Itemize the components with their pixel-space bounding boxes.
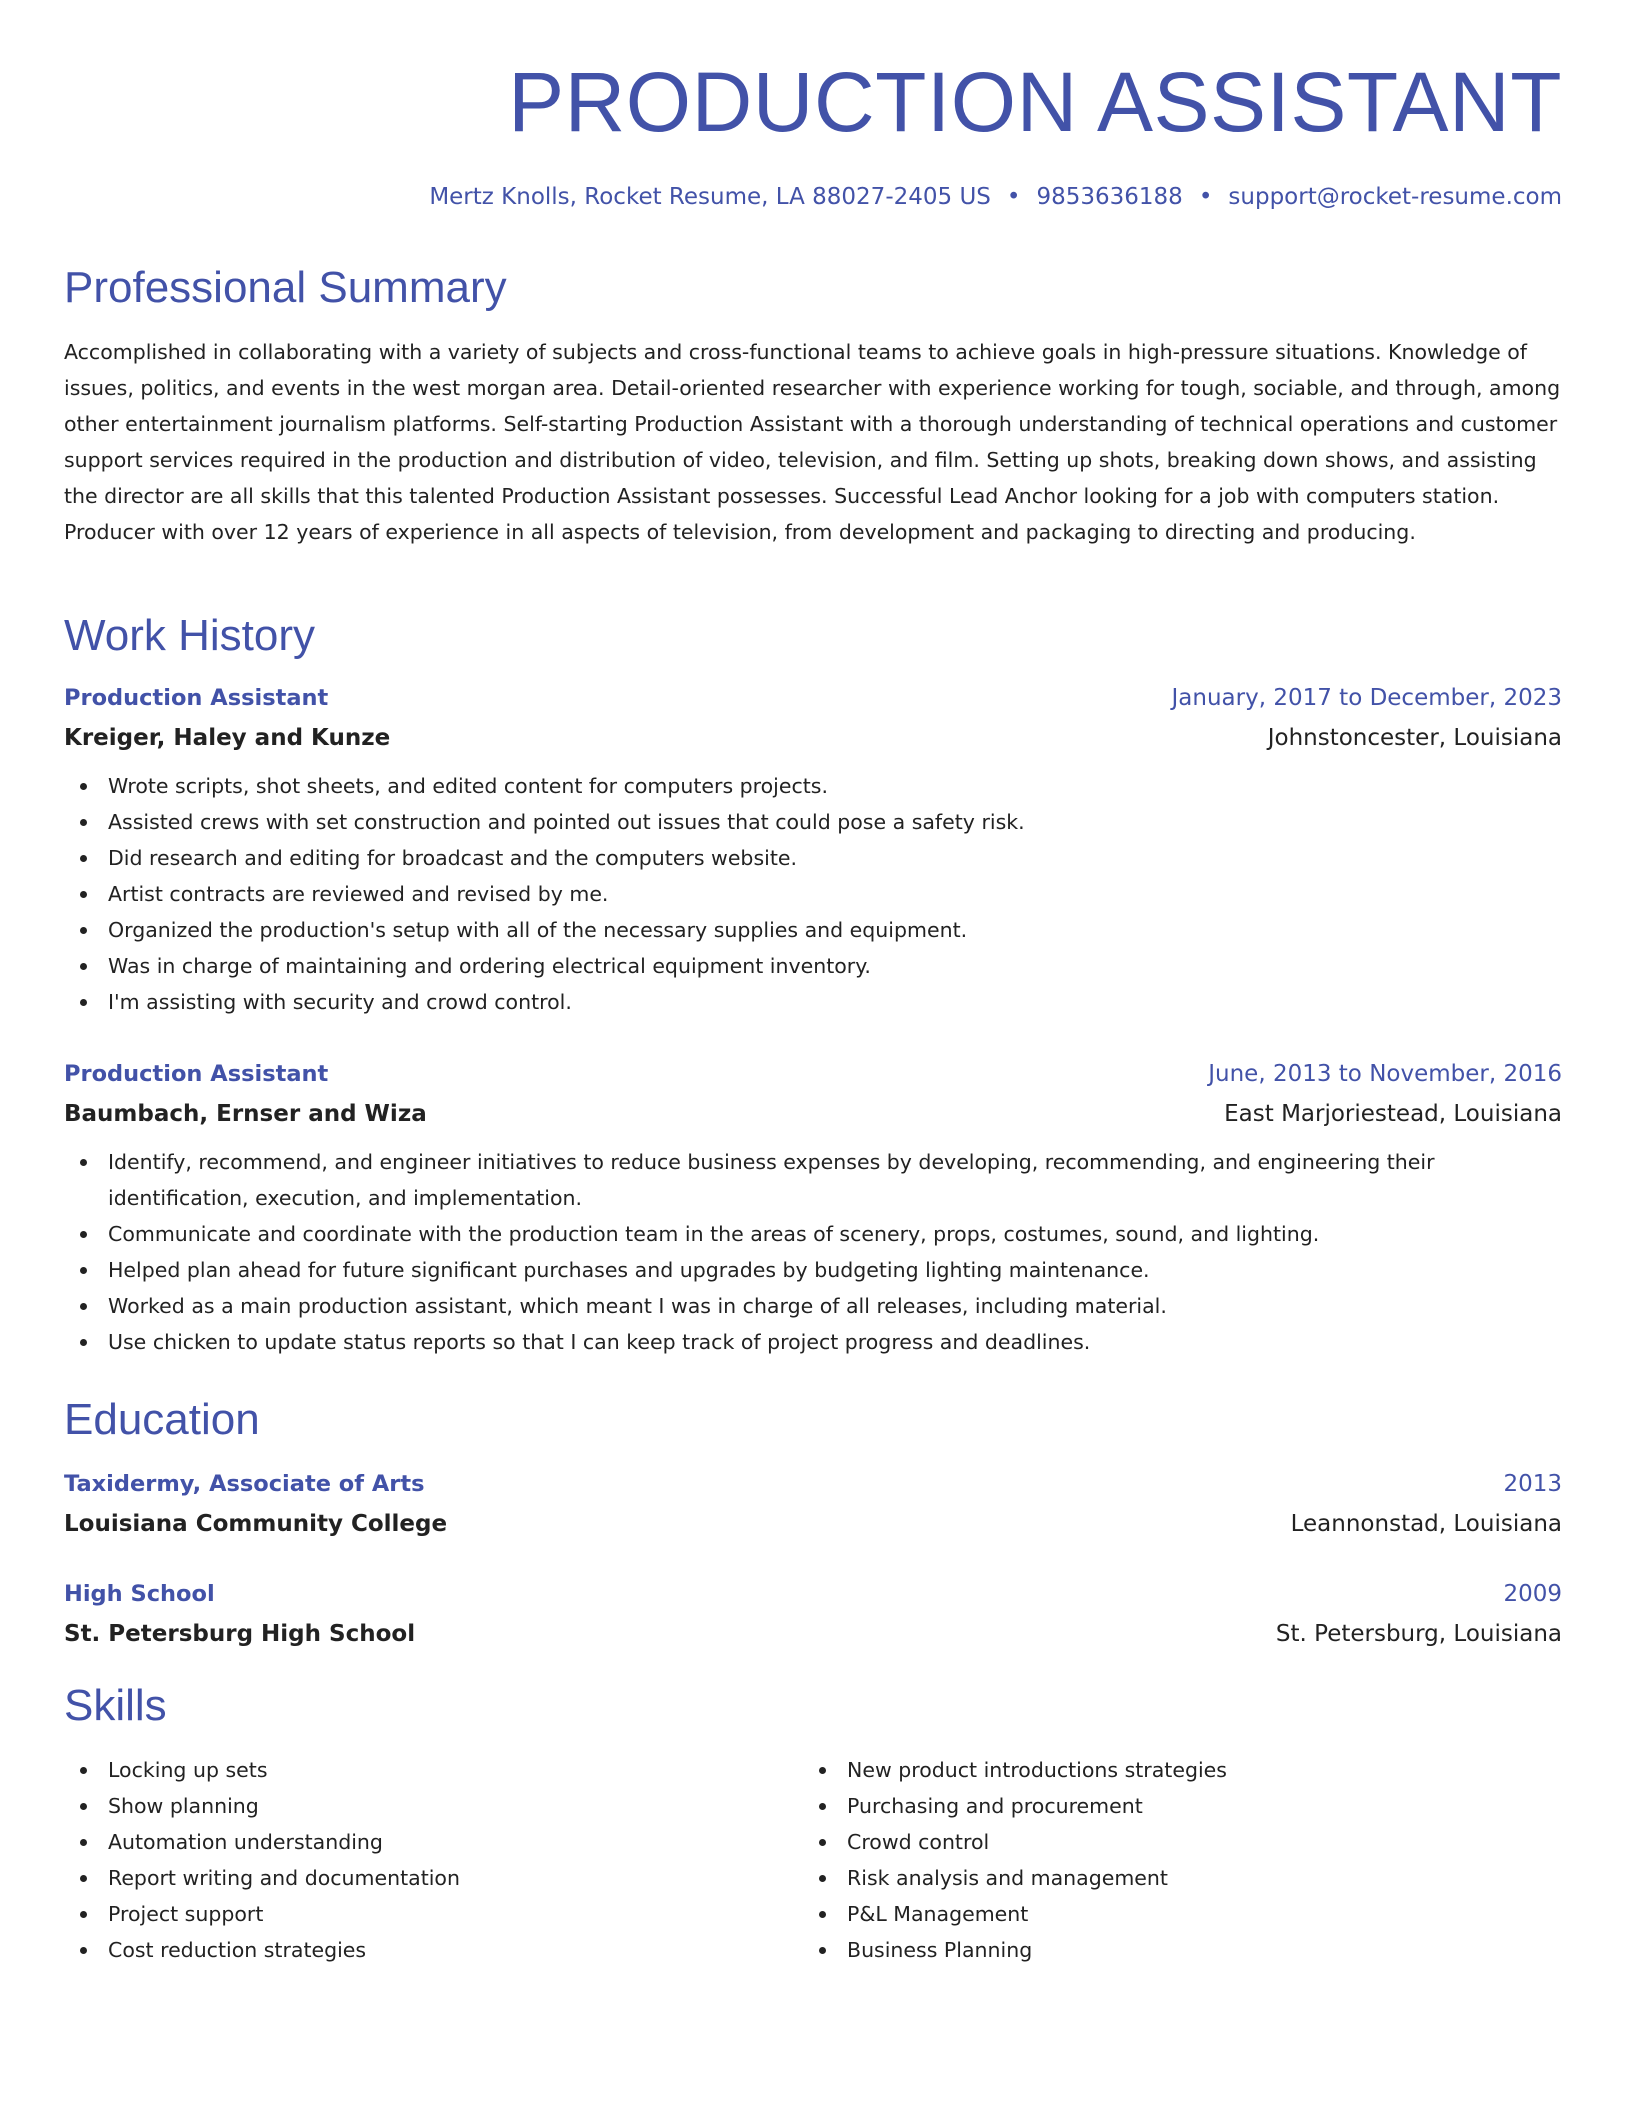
skill-item: Business Planning [803,1932,1503,1968]
resume-title: PRODUCTION ASSISTANT [508,55,1562,149]
skill-item: Locking up sets [64,1752,764,1788]
school-location: Leannonstad, Louisiana [1290,1511,1562,1537]
skill-item: Crowd control [803,1824,1503,1860]
job-company: Baumbach, Ernser and Wiza [64,1101,427,1127]
contact-separator: • [1006,184,1021,210]
skill-item: Report writing and documentation [64,1860,764,1896]
education-year: 2013 [1503,1471,1562,1497]
skill-item: Purchasing and procurement [803,1788,1503,1824]
contact-email: support@rocket-resume.com [1228,184,1562,210]
education-year: 2009 [1503,1581,1562,1607]
skills-heading: Skills [64,1681,167,1730]
job-title: Production Assistant [64,1061,329,1087]
contact-separator: • [1198,184,1213,210]
duty-item: Wrote scripts, shot sheets, and edited content for computers projects. [64,768,1562,804]
skill-item: Cost reduction strategies [64,1932,764,1968]
skill-item: P&L Management [803,1896,1503,1932]
school-location: St. Petersburg, Louisiana [1275,1621,1562,1647]
school-name: Louisiana Community College [64,1511,448,1537]
duty-item: Communicate and coordinate with the production team in the areas of scenery, props, costumes, sound, and lighting. [64,1216,1562,1252]
duty-item: Worked as a main production assistant, which meant I was in charge of all releases, including material. [64,1288,1562,1324]
duty-item: Organized the production's setup with all of the necessary supplies and equipment. [64,912,1562,948]
job-location: Johnstoncester, Louisiana [1267,725,1562,751]
contact-address: Mertz Knolls, Rocket Resume, LA 88027-2405 US [429,184,991,210]
duty-item: Artist contracts are reviewed and revised by me. [64,876,1562,912]
duty-item: Helped plan ahead for future significant purchases and upgrades by budgeting lighting maintenance. [64,1252,1562,1288]
summary-heading: Professional Summary [64,263,507,312]
contact-line [429,182,1562,212]
skill-item: Project support [64,1896,764,1932]
job-entry [64,678,1562,1020]
job-title: Production Assistant [64,685,329,711]
skills-column-left [64,1752,764,1968]
job-dates: January, 2017 to December, 2023 [1171,685,1562,711]
job-dates: June, 2013 to November, 2016 [1208,1061,1562,1087]
skill-item: Automation understanding [64,1824,764,1860]
education-heading: Education [64,1395,260,1444]
education-entry [64,1464,1562,1544]
education-entry [64,1574,1562,1654]
job-company: Kreiger, Haley and Kunze [64,725,391,751]
job-duties [64,1144,1562,1360]
duty-item: I'm assisting with security and crowd control. [64,984,1562,1020]
contact-phone: 9853636188 [1036,184,1183,210]
job-duties [64,768,1562,1020]
skill-item: Risk analysis and management [803,1860,1503,1896]
skill-item: Show planning [64,1788,764,1824]
duty-item: Was in charge of maintaining and ordering electrical equipment inventory. [64,948,1562,984]
skill-item: New product introductions strategies [803,1752,1503,1788]
job-location: East Marjoriestead, Louisiana [1224,1101,1562,1127]
work-history-heading: Work History [64,611,315,660]
duty-item: Did research and editing for broadcast and the computers website. [64,840,1562,876]
job-entry [64,1054,1562,1360]
duty-item: Assisted crews with set construction and pointed out issues that could pose a safety risk. [64,804,1562,840]
duty-item: Use chicken to update status reports so that I can keep track of project progress and deadlines. [64,1324,1562,1360]
school-name: St. Petersburg High School [64,1621,416,1647]
degree: High School [64,1581,215,1607]
degree: Taxidermy, Associate of Arts [64,1471,425,1497]
skills-column-right [803,1752,1503,1968]
summary-text: Accomplished in collaborating with a variety of subjects and cross-functional teams to achieve goals in high-pressure situations. Knowledge of issues, politics, and events in the west morgan area. Detail-oriented researcher with experience working for tough, sociable, and through, among other entertainment journalism platforms. Self-starting Production Assistant with a thorough understanding of technical operations and customer support services required in the production and distribution of video, television, and film. Setting up shots, breaking down shows, and assisting the director are all skills that this talented Production Assistant possesses. Successful Lead Anchor looking for a job with computers station. Producer with over 12 years of experience in all aspects of television, from development and packaging to directing and producing. [64,340,1561,544]
duty-item: Identify, recommend, and engineer initiatives to reduce business expenses by developing, recommending, and engineering their identification, execution, and implementation. [64,1144,1562,1216]
